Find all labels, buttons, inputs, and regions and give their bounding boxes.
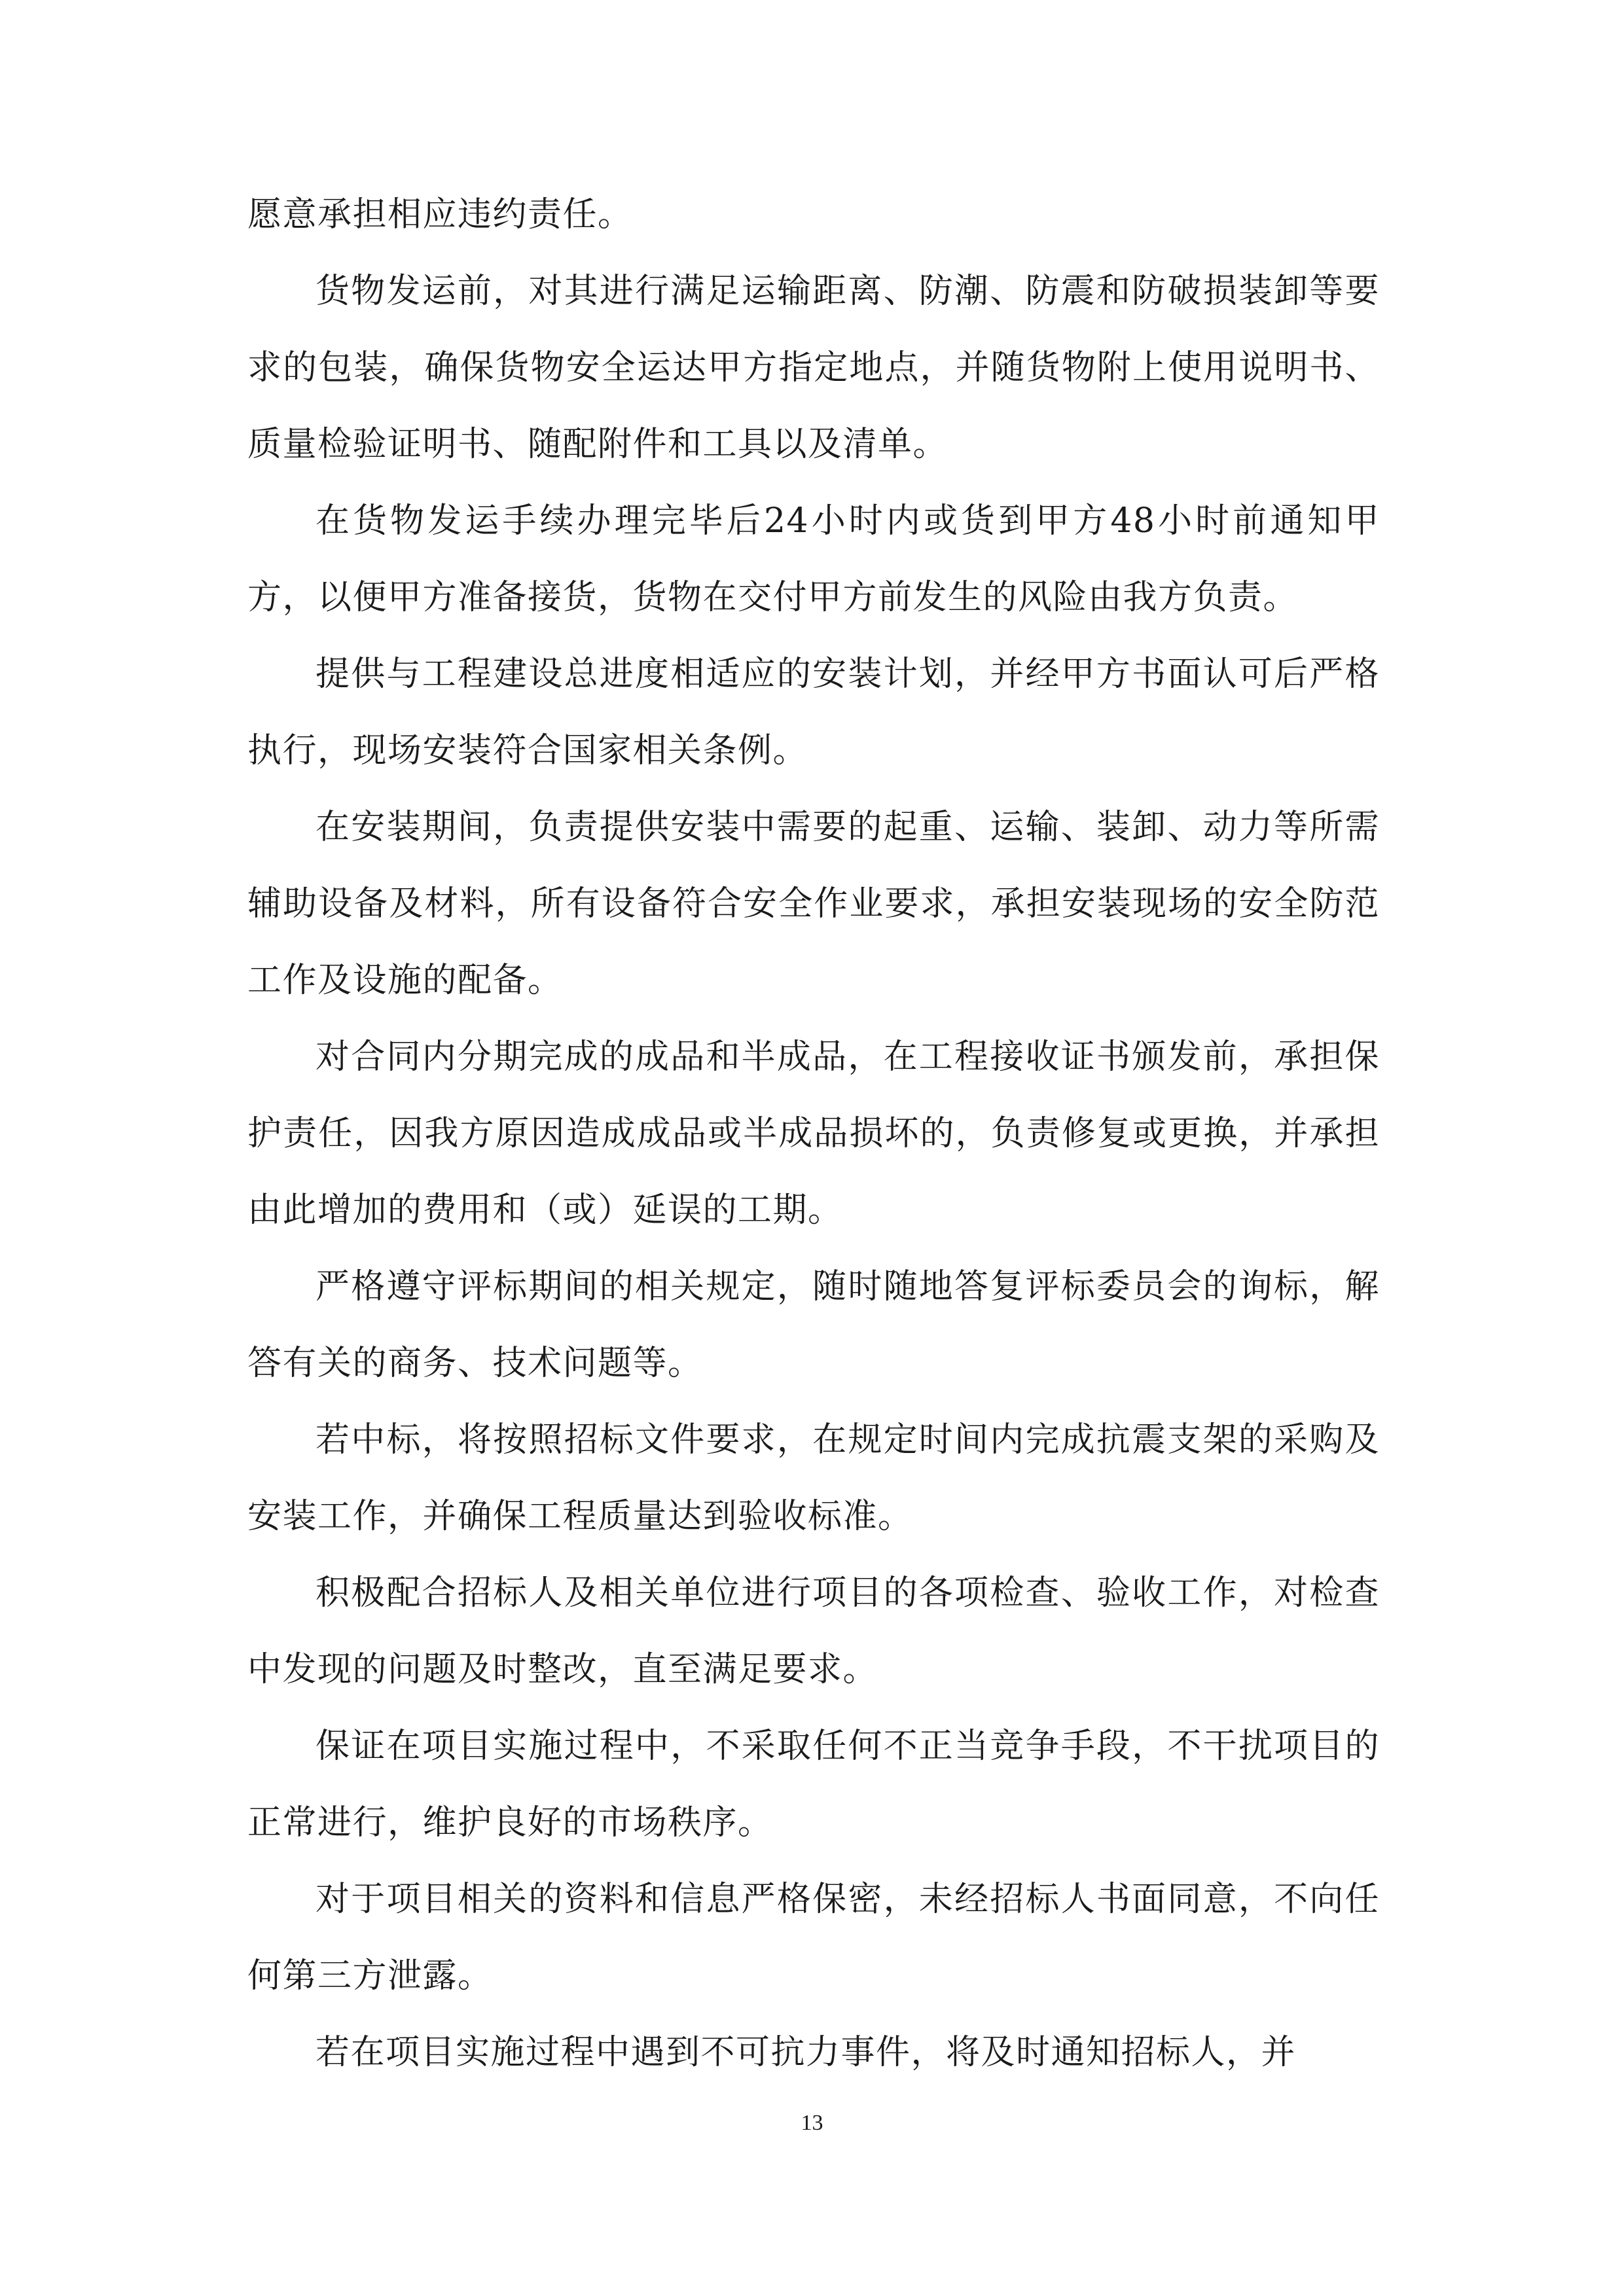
paragraph-fair-competition: 保证在项目实施过程中，不采取任何不正当竞争手段，不干扰项目的正常进行，维护良好的市场秩序。 <box>247 1727 1380 1842</box>
paragraph-force-majeure: 若在项目实施过程中遇到不可抗力事件，将及时通知招标人，并 <box>316 2033 1297 2072</box>
paragraph-inspection-cooperation: 积极配合招标人及相关单位进行项目的各项检查、验收工作，对检查中发现的问题及时整改，直至满足要求。 <box>247 1573 1380 1689</box>
paragraph-evaluation-rules: 严格遵守评标期间的相关规定，随时随地答复评标委员会的询标，解答有关的商务、技术问题等。 <box>247 1267 1380 1383</box>
paragraph-installation-equipment: 在安装期间，负责提供安装中需要的起重、运输、装卸、动力等所需辅助设备及材料，所有设备符合安全作业要求，承担安装现场的安全防范工作及设施的配备。 <box>247 808 1380 1000</box>
paragraph-confidentiality: 对于项目相关的资料和信息严格保密，未经招标人书面同意，不向任何第三方泄露。 <box>247 1880 1380 1996</box>
paragraph-product-protection: 对合同内分期完成的成品和半成品，在工程接收证书颁发前，承担保护责任，因我方原因造成成品或半成品损坏的，负责修复或更换，并承担由此增加的费用和（或）延误的工期。 <box>247 1037 1380 1230</box>
paragraph-liability-continuation: 愿意承担相应违约责任。 <box>247 195 633 234</box>
page-body <box>247 177 1380 2091</box>
paragraph-installation-plan: 提供与工程建设总进度相适应的安装计划，并经甲方书面认可后严格执行，现场安装符合国家相关条例。 <box>247 655 1380 770</box>
paragraph-packaging: 货物发运前，对其进行满足运输距离、防潮、防震和防破损装卸等要求的包装，确保货物安全运达甲方指定地点，并随货物附上使用说明书、质量检验证明书、随配附件和工具以及清单。 <box>247 272 1380 464</box>
paragraph-shipping-notice: 在货物发运手续办理完毕后24小时内或货到甲方48小时前通知甲方，以便甲方准备接货，货物在交付甲方前发生的风险由我方负责。 <box>247 501 1380 617</box>
paragraph-award-commitment: 若中标，将按照招标文件要求，在规定时间内完成抗震支架的采购及安装工作，并确保工程质量达到验收标准。 <box>247 1420 1380 1536</box>
page-number: 13 <box>801 2111 823 2135</box>
